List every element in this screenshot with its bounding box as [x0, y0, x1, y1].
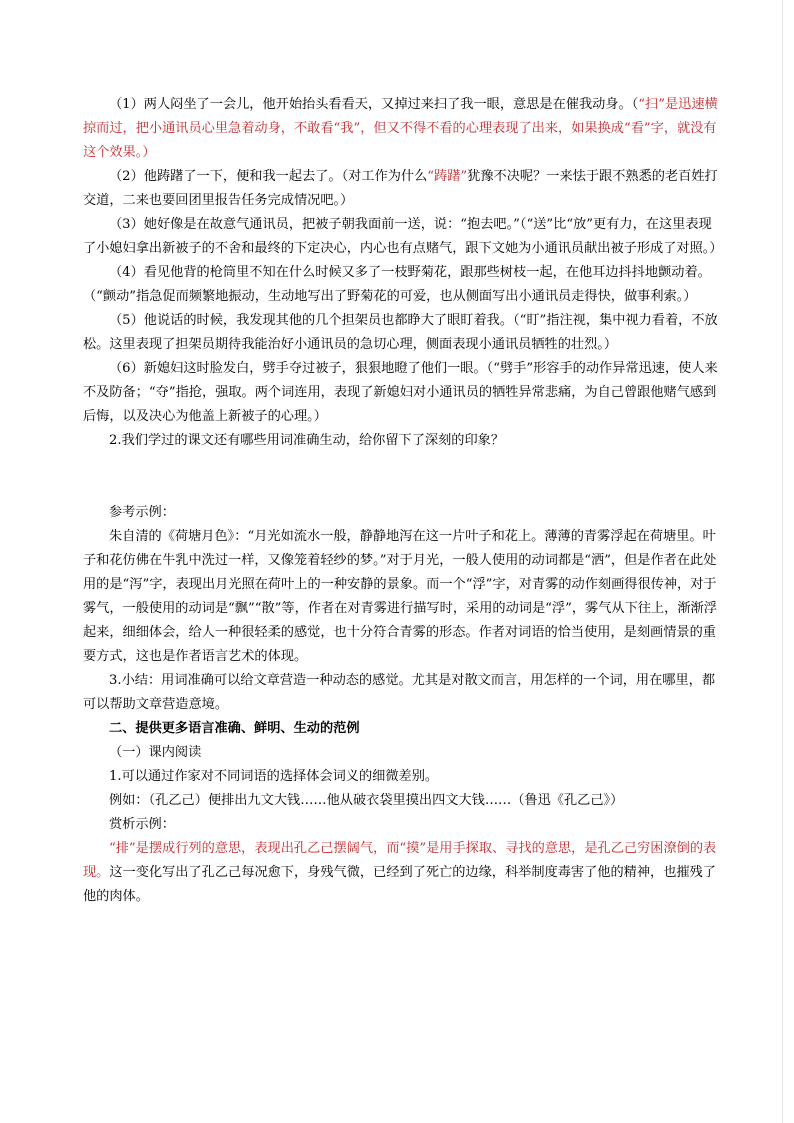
summary: 3.小结：用词准确可以给文章营造一种动态的感觉。尤其是对散文而言，用怎样的一个词，用在哪里，都可以帮助文章营造意境。: [83, 673, 716, 712]
paragraph-1-note: “扫”是迅速横掠而过，把小通讯员心里急着动身，不敢看“我”，但又不得不看的心理表现了出来，如果换成“看”字，就没有这个效果。）: [83, 97, 718, 160]
paragraph-2-text: （2）他踌躇了一下，便和我一起去了。（对工作为什么: [109, 169, 428, 184]
paragraph-1-text: （1）两人闷坐了一会儿，他开始抬头看看天，又掉过来扫了我一眼，意思是在催我动身。（: [109, 97, 639, 112]
paragraph-6: （6）新媳妇这时脸发白，劈手夺过被子，狠狠地瞪了他们一眼。（“劈手”形容手的动作异常迅速，使人来不及防备；“夺”指抢，强取。两个词连用，表现了新媳妇对小通讯员的牺牲异常悲痛，为自己曾跟他赌气感到后悔，以及决心为他盖上新被子的心理。）: [83, 361, 718, 424]
appreciation-black-text: 这一变化写出了孔乙己每况愈下，身残气微，已经到了死亡的边缘，科举制度毒害了他的精神，也摧残了他的肉体。: [83, 865, 716, 904]
reference-body: 朱自清的《荷塘月色》：“月光如流水一般，静静地泻在这一片叶子和花上。薄薄的青雾浮起在荷塘里。叶子和花仿佛在牛乳中洗过一样，又像笼着轻纱的梦。”对于月光，一般人使用的动词都是“洒”，但是作者在此处用的是“泻”字，表现出月光照在荷叶上的一种安静的景象。而一个“浮”字，对青雾的动作刻画得很传神，对于雾气，一般使用的动词是“飘”“散”等，作者在对青雾进行描写时，采用的动词是“浮”，雾气从下往上，渐渐浮起来，细细体会，给人一种很轻柔的感觉，也十分符合青雾的形态。作者对词语的恰当使用，是刻画情景的重要方式，这也是作者语言艺术的体现。: [83, 529, 717, 664]
reference-title: 参考示例：: [109, 505, 175, 520]
paragraph-2-keyword: “踌躇”: [427, 169, 468, 184]
document-body: [83, 93, 723, 909]
appreciation-red-text: “排”是摆成行列的意思，表现出孔乙己摆阔气，而“摸”是用手探取、寻找的意思，是孔乙己穷困潦倒的表现。: [83, 841, 717, 880]
paragraph-5: （5）他说话的时候，我发现其他的几个担架员也都睁大了眼盯着我。（“盯”指注视，集中视力看着，不放松。这里表现了担架员期待我能治好小通讯员的急切心理，侧面表现小通讯员牺牲的壮烈。）: [83, 313, 718, 352]
paragraph-3: （3）她好像是在故意气通讯员，把被子朝我面前一送，说：“抱去吧。”（“送”比“放”更有力，在这里表现了小媳妇拿出新被子的不舍和最终的下定决心，内心也有点赌气，跟下文她为小通讯员献出被子形成了对照。）: [83, 217, 723, 256]
paragraph-1: [83, 93, 723, 165]
section-2-heading: 二、提供更多语言准确、鲜明、生动的范例: [109, 721, 360, 736]
paragraph-2-note: 犹豫不决呢？一来怯于跟不熟悉的老百姓打交道，二来也要回团里报告任务完成情况吧。）: [83, 169, 718, 208]
paragraph-4: （4）看见他背的枪筒里不知在什么时候又多了一枝野菊花，跟那些树枝一起，在他耳边抖抖地颤动着。（“颤动”指急促而频繁地振动，生动地写出了野菊花的可爱，也从侧面写出小通讯员走得快，做事利索。）: [83, 265, 711, 304]
question-2: 2.我们学过的课文还有哪些用词准确生动，给你留下了深刻的印象？: [109, 433, 505, 448]
paragraph-2: [83, 165, 723, 213]
subsection-1-heading: （一）课内阅读: [109, 745, 202, 760]
appreciation-body: [83, 837, 723, 909]
item-1: 1.可以通过作家对不同词语的选择体会词义的细微差别。: [109, 769, 439, 784]
blank-gap: [83, 453, 723, 501]
appreciation-title: 赏析示例：: [109, 817, 175, 832]
page-edge-line: [782, 0, 783, 1123]
example-line: 例如：（孔乙己）便排出九文大钱……他从破衣袋里摸出四文大钱……（鲁迅《孔乙己》）: [109, 793, 624, 808]
